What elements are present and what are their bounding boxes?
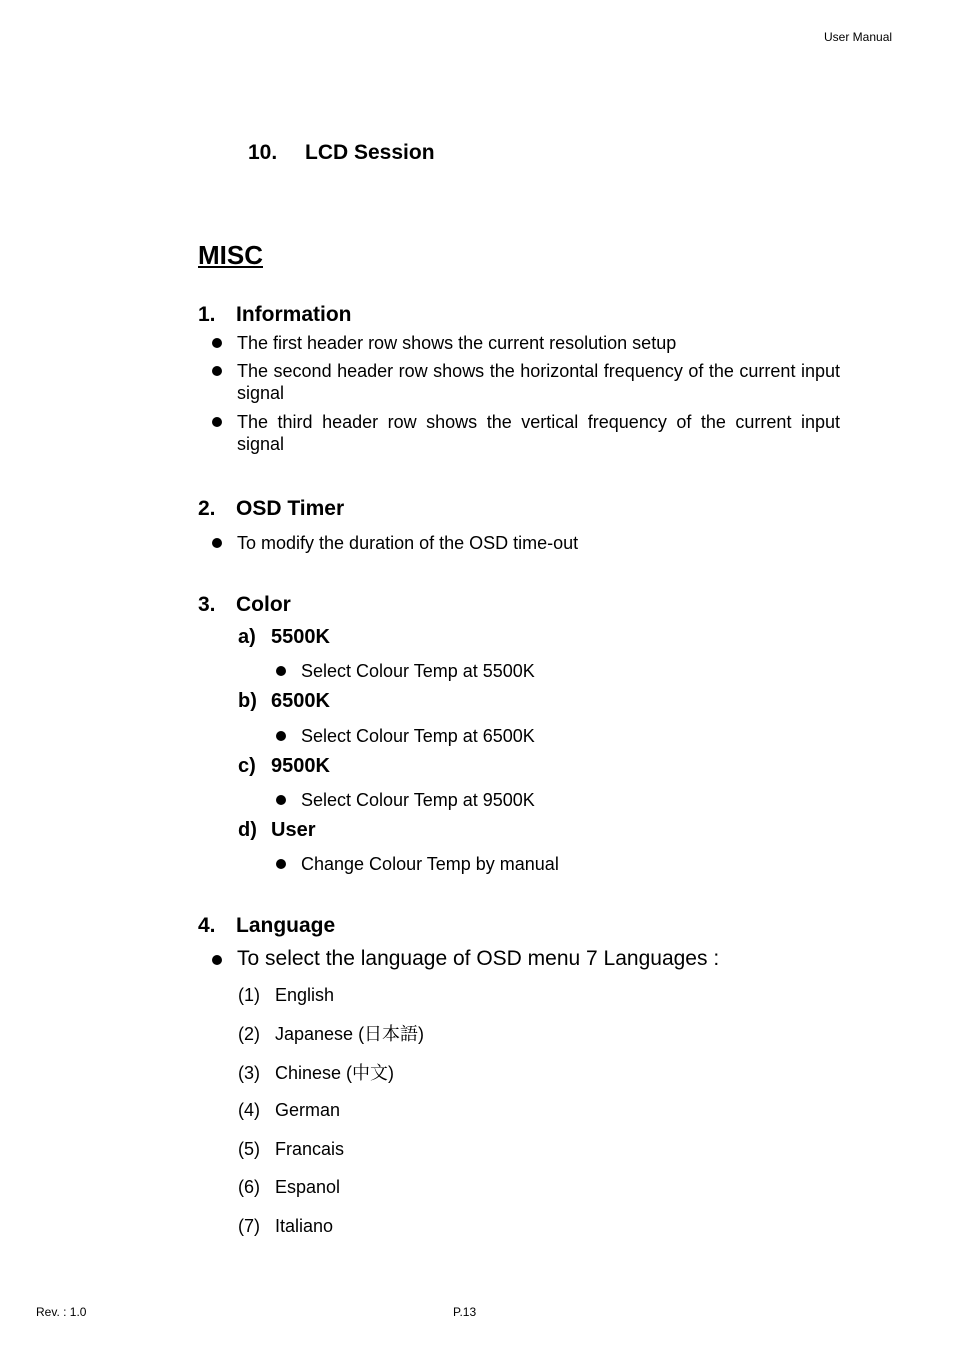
list-item <box>212 532 840 554</box>
subheading-title: 5500K <box>271 626 330 648</box>
bullet-dot-icon <box>212 955 222 965</box>
list-item <box>212 360 840 404</box>
bullet-dot-icon <box>212 338 222 348</box>
heading-information <box>198 303 352 327</box>
list-item <box>276 725 535 747</box>
bullet-dot-icon <box>276 731 286 741</box>
section-title: MISC <box>198 240 263 270</box>
language-item-chinese <box>238 1059 394 1085</box>
heading-number: 4. <box>198 914 216 937</box>
subheading-user <box>238 819 315 842</box>
chapter-number: 10. <box>248 141 278 164</box>
bullet-text: To modify the duration of the OSD time-out <box>237 533 579 553</box>
language-index: (4) <box>238 1100 260 1120</box>
heading-language <box>198 914 335 938</box>
page-header-title: User Manual <box>824 30 893 44</box>
bullet-text: The third header row shows the vertical frequency of the current input signal <box>237 412 840 454</box>
heading-osd-timer <box>198 497 344 521</box>
language-item-espanol <box>238 1177 340 1198</box>
list-item <box>276 853 559 875</box>
language-index: (5) <box>238 1139 260 1159</box>
subheading-5500k <box>238 626 330 649</box>
language-index: (3) <box>238 1063 260 1083</box>
footer-page-number: P.13 <box>453 1305 477 1319</box>
bullet-dot-icon <box>212 538 222 548</box>
heading-title: Language <box>236 914 336 937</box>
list-item <box>276 660 535 682</box>
bullet-text: Select Colour Temp at 5500K <box>301 661 535 681</box>
subheading-9500k <box>238 755 330 778</box>
language-name: Chinese (中文) <box>275 1063 395 1083</box>
heading-number: 3. <box>198 593 216 616</box>
bullet-dot-icon <box>276 666 286 676</box>
language-name: Francais <box>275 1139 345 1159</box>
heading-number: 2. <box>198 497 216 520</box>
footer-revision: Rev. : 1.0 <box>36 1305 87 1319</box>
subheading-letter: c) <box>238 755 256 777</box>
language-name: English <box>275 985 335 1005</box>
subheading-letter: d) <box>238 819 257 841</box>
bullet-dot-icon <box>212 366 222 376</box>
list-item <box>276 789 535 811</box>
language-index: (1) <box>238 985 260 1005</box>
heading-title: OSD Timer <box>236 497 345 520</box>
bullet-text: The first header row shows the current resolution setup <box>237 333 677 353</box>
language-name: Japanese (日本語) <box>275 1024 425 1044</box>
heading-title: Information <box>236 303 352 326</box>
bullet-dot-icon <box>276 859 286 869</box>
bullet-text: Change Colour Temp by manual <box>301 854 559 874</box>
heading-number: 1. <box>198 303 216 326</box>
list-item <box>212 946 719 972</box>
language-item-german <box>238 1100 340 1121</box>
subheading-title: 9500K <box>271 755 330 777</box>
language-index: (2) <box>238 1024 260 1044</box>
language-item-italiano <box>238 1216 333 1237</box>
bullet-dot-icon <box>276 795 286 805</box>
chapter-heading <box>248 141 435 165</box>
subheading-letter: a) <box>238 626 256 648</box>
language-item-francais <box>238 1139 344 1160</box>
bullet-text: To select the language of OSD menu 7 Languages : <box>237 947 720 970</box>
subheading-6500k <box>238 690 330 713</box>
bullet-text: Select Colour Temp at 9500K <box>301 790 535 810</box>
heading-color <box>198 593 291 617</box>
language-item-japanese <box>238 1020 424 1046</box>
heading-title: Color <box>236 593 291 616</box>
language-index: (6) <box>238 1177 260 1197</box>
bullet-dot-icon <box>212 417 222 427</box>
language-name: Espanol <box>275 1177 341 1197</box>
bullet-text: Select Colour Temp at 6500K <box>301 726 535 746</box>
bullet-text: The second header row shows the horizontal frequency of the current input signal <box>237 361 840 403</box>
subheading-title: User <box>271 819 316 841</box>
chapter-title: LCD Session <box>305 141 435 164</box>
subheading-letter: b) <box>238 690 257 712</box>
language-index: (7) <box>238 1216 260 1236</box>
subheading-title: 6500K <box>271 690 330 712</box>
list-item <box>212 332 840 354</box>
language-name: German <box>275 1100 341 1120</box>
list-item <box>212 411 840 455</box>
language-item-english <box>238 985 334 1006</box>
language-name: Italiano <box>275 1216 334 1236</box>
